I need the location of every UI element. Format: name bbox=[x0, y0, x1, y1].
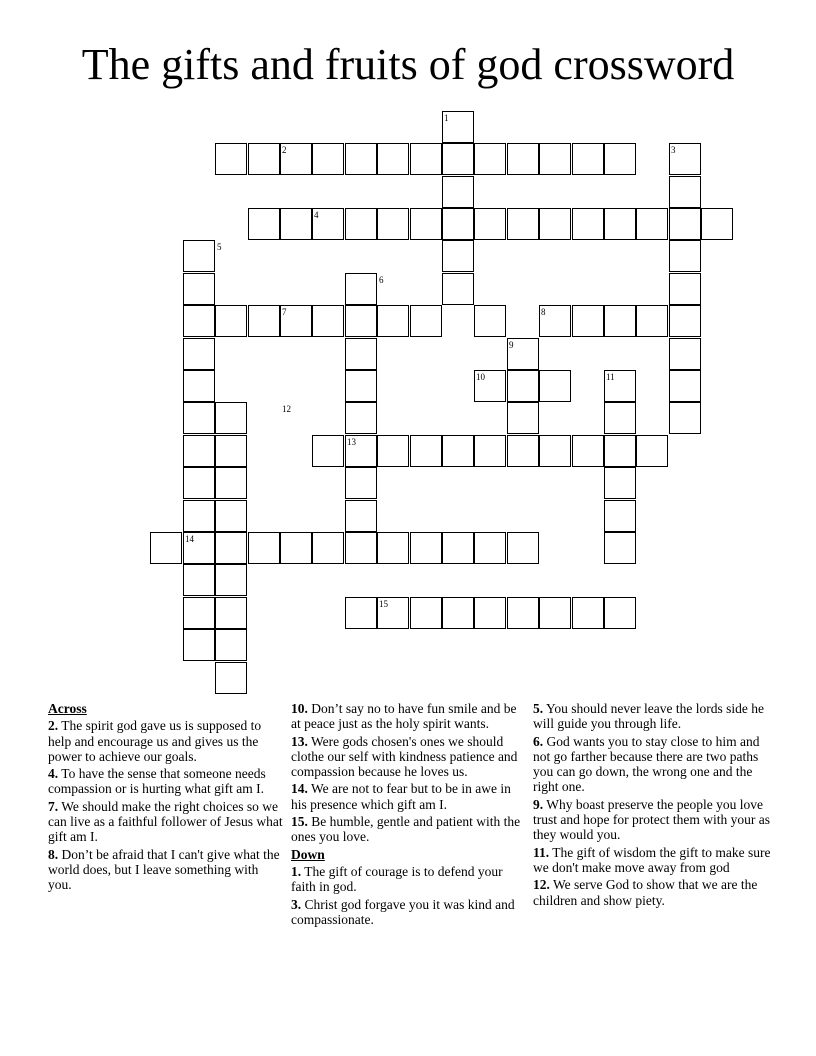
grid-cell[interactable] bbox=[377, 305, 409, 337]
grid-cell[interactable] bbox=[312, 532, 344, 564]
grid-cell[interactable] bbox=[410, 143, 442, 175]
clue-across-14 bbox=[291, 781, 527, 812]
grid-cell[interactable] bbox=[345, 500, 377, 532]
clue-down-6 bbox=[533, 734, 771, 795]
clue-text: To have the sense that someone needs compassion or is hurting what gift am I. bbox=[48, 766, 266, 797]
clue-text: The gift of courage is to defend your faith in god. bbox=[291, 863, 503, 895]
clue-number: 6. bbox=[533, 733, 544, 749]
clue-down-11 bbox=[533, 845, 771, 876]
clue-across-4 bbox=[48, 766, 284, 797]
clue-number: 12. bbox=[533, 877, 550, 893]
grid-cell[interactable] bbox=[377, 532, 409, 564]
grid-cell[interactable] bbox=[377, 435, 409, 467]
grid-cell[interactable] bbox=[669, 338, 701, 370]
grid-cell[interactable] bbox=[183, 338, 215, 370]
grid-cell[interactable] bbox=[345, 208, 377, 240]
grid-cell[interactable] bbox=[539, 208, 571, 240]
clues-column-3 bbox=[533, 701, 771, 908]
grid-cell[interactable] bbox=[345, 532, 377, 564]
grid-cell[interactable] bbox=[539, 597, 571, 629]
grid-cell-number: 8 bbox=[541, 307, 546, 317]
grid-cell[interactable] bbox=[604, 208, 636, 240]
grid-cell[interactable] bbox=[248, 208, 280, 240]
grid-cell[interactable] bbox=[669, 402, 701, 434]
grid-cell[interactable] bbox=[345, 597, 377, 629]
grid-cell[interactable] bbox=[215, 143, 247, 175]
clues-column-2 bbox=[291, 701, 527, 927]
grid-cell[interactable] bbox=[572, 305, 604, 337]
clue-down-12 bbox=[533, 877, 771, 908]
clue-down-3 bbox=[291, 897, 527, 928]
grid-cell[interactable] bbox=[215, 532, 247, 564]
grid-cell-number: 1 bbox=[444, 113, 449, 123]
clue-number: 4. bbox=[48, 766, 59, 782]
clues-column-1 bbox=[48, 701, 284, 893]
clue-number: 3. bbox=[291, 896, 302, 912]
grid-cell[interactable] bbox=[539, 143, 571, 175]
grid-cell[interactable] bbox=[604, 305, 636, 337]
grid-cell[interactable] bbox=[474, 435, 506, 467]
across-heading: Across bbox=[48, 701, 87, 716]
clue-number: 13. bbox=[291, 733, 308, 749]
grid-cell-number: 5 bbox=[217, 242, 222, 252]
grid-cell-number: 4 bbox=[314, 210, 319, 220]
grid-cell[interactable] bbox=[410, 597, 442, 629]
grid-cell[interactable] bbox=[669, 305, 701, 337]
clue-text: The spirit god gave us is supposed to help and encourage us and gives us the power to achieve our goals. bbox=[48, 718, 262, 764]
grid-cell[interactable] bbox=[604, 143, 636, 175]
grid-cell[interactable] bbox=[215, 305, 247, 337]
grid-cell[interactable] bbox=[312, 435, 344, 467]
grid-cell[interactable] bbox=[183, 435, 215, 467]
grid-cell[interactable] bbox=[377, 143, 409, 175]
grid-cell[interactable] bbox=[215, 500, 247, 532]
grid-cell-number: 6 bbox=[379, 275, 384, 285]
grid-cell[interactable] bbox=[604, 467, 636, 499]
grid-cell[interactable] bbox=[345, 370, 377, 402]
clue-down-9 bbox=[533, 797, 771, 843]
grid-cell[interactable] bbox=[410, 532, 442, 564]
grid-cell-number: 15 bbox=[379, 599, 388, 609]
grid-cell[interactable] bbox=[183, 305, 215, 337]
grid-cell-number: 2 bbox=[282, 145, 287, 155]
clue-number: 5. bbox=[533, 701, 544, 716]
grid-cell[interactable] bbox=[572, 143, 604, 175]
grid-cell[interactable] bbox=[474, 597, 506, 629]
grid-cell[interactable] bbox=[474, 532, 506, 564]
clue-across-7 bbox=[48, 799, 284, 845]
grid-cell[interactable] bbox=[539, 370, 571, 402]
grid-cell[interactable] bbox=[280, 208, 312, 240]
grid-cell[interactable] bbox=[442, 143, 474, 175]
grid-cell[interactable] bbox=[183, 500, 215, 532]
clue-across-8 bbox=[48, 847, 284, 893]
grid-cell-number: 11 bbox=[606, 372, 615, 382]
clue-text: God wants you to stay close to him and not go farther because there are two paths you can go down, the wrong one and the right one. bbox=[533, 733, 760, 795]
clue-across-13 bbox=[291, 734, 527, 780]
grid-cell[interactable] bbox=[345, 338, 377, 370]
grid-cell[interactable] bbox=[377, 208, 409, 240]
grid-cell[interactable] bbox=[215, 564, 247, 596]
grid-cell[interactable] bbox=[248, 143, 280, 175]
grid-cell[interactable] bbox=[248, 532, 280, 564]
clue-number: 14. bbox=[291, 781, 308, 797]
grid-cell[interactable] bbox=[150, 532, 182, 564]
grid-cell[interactable] bbox=[215, 629, 247, 661]
clue-text: We serve God to show that we are the children and show piety. bbox=[533, 877, 758, 908]
grid-cell[interactable] bbox=[604, 402, 636, 434]
clue-number: 2. bbox=[48, 718, 59, 734]
grid-cell[interactable] bbox=[215, 597, 247, 629]
grid-cell[interactable] bbox=[183, 597, 215, 629]
grid-cell[interactable] bbox=[701, 208, 733, 240]
grid-cell[interactable] bbox=[636, 305, 668, 337]
grid-cell[interactable] bbox=[410, 435, 442, 467]
grid-cell[interactable] bbox=[572, 208, 604, 240]
grid-cell[interactable] bbox=[183, 370, 215, 402]
grid-cell[interactable] bbox=[507, 143, 539, 175]
grid-cell[interactable] bbox=[442, 240, 474, 272]
grid-cell[interactable] bbox=[183, 467, 215, 499]
grid-cell[interactable] bbox=[215, 467, 247, 499]
grid-cell[interactable] bbox=[539, 435, 571, 467]
clue-number: 15. bbox=[291, 814, 308, 830]
clue-number: 8. bbox=[48, 846, 59, 862]
grid-cell[interactable] bbox=[345, 467, 377, 499]
grid-cell[interactable] bbox=[474, 305, 506, 337]
clue-text: Christ god forgave you it was kind and compassionate. bbox=[291, 896, 515, 927]
grid-cell[interactable] bbox=[669, 208, 701, 240]
grid-cell[interactable] bbox=[345, 305, 377, 337]
grid-cell[interactable] bbox=[669, 240, 701, 272]
grid-cell[interactable] bbox=[507, 402, 539, 434]
grid-cell[interactable] bbox=[280, 532, 312, 564]
grid-cell[interactable] bbox=[183, 402, 215, 434]
clue-down-5 bbox=[533, 701, 771, 732]
grid-cell[interactable] bbox=[604, 500, 636, 532]
grid-cell[interactable] bbox=[312, 143, 344, 175]
grid-cell[interactable] bbox=[507, 208, 539, 240]
clue-text: Were gods chosen's ones we should clothe our self with kindness patience and compassion because he loves us. bbox=[291, 733, 518, 780]
grid-cell[interactable] bbox=[183, 273, 215, 305]
clue-number: 11. bbox=[533, 844, 550, 860]
grid-cell[interactable] bbox=[345, 402, 377, 434]
grid-cell-number: 3 bbox=[671, 145, 676, 155]
clue-text: Why boast preserve the people you love trust and hope for protect them with your as they would you. bbox=[533, 796, 770, 843]
page-title: The gifts and fruits of god crossword bbox=[81, 40, 735, 89]
grid-cell[interactable] bbox=[636, 435, 668, 467]
grid-cell[interactable] bbox=[442, 273, 474, 305]
grid-cell[interactable] bbox=[572, 435, 604, 467]
grid-cell[interactable] bbox=[183, 629, 215, 661]
clue-text: Don’t be afraid that I can't give what the world does, but I leave something with you. bbox=[48, 846, 280, 893]
grid-cell[interactable] bbox=[507, 532, 539, 564]
clue-text: We should make the right choices so we can live as a faithful follower of Jesus what gift am I. bbox=[48, 798, 283, 845]
grid-cell-number: 9 bbox=[509, 340, 514, 350]
clue-text: You should never leave the lords side he will guide you through life. bbox=[533, 701, 764, 732]
clue-text: The gift of wisdom the gift to make sure we don't make move away from god bbox=[533, 844, 771, 875]
grid-cell[interactable] bbox=[215, 662, 247, 694]
grid-cell[interactable] bbox=[410, 305, 442, 337]
grid-cell[interactable] bbox=[410, 208, 442, 240]
clue-text: We are not to fear but to be in awe in his presence which gift am I. bbox=[291, 781, 511, 812]
clue-number: 7. bbox=[48, 798, 59, 814]
grid-cell[interactable] bbox=[442, 208, 474, 240]
grid-cell[interactable] bbox=[474, 208, 506, 240]
grid-cell[interactable] bbox=[474, 143, 506, 175]
grid-cell[interactable] bbox=[507, 435, 539, 467]
grid-cell[interactable] bbox=[183, 240, 215, 272]
clue-across-10 bbox=[291, 701, 527, 732]
grid-cell[interactable] bbox=[442, 597, 474, 629]
grid-cell[interactable] bbox=[669, 273, 701, 305]
grid-cell-number: 13 bbox=[347, 437, 356, 447]
grid-cell[interactable] bbox=[312, 305, 344, 337]
clue-across-15 bbox=[291, 814, 527, 845]
grid-cell[interactable] bbox=[507, 370, 539, 402]
grid-cell-number: 7 bbox=[282, 307, 287, 317]
clue-text: Don’t say no to have fun smile and be at peace just as the holy spirit wants. bbox=[291, 701, 517, 732]
grid-cell[interactable] bbox=[604, 597, 636, 629]
grid-cell[interactable] bbox=[183, 564, 215, 596]
grid-cell[interactable] bbox=[345, 273, 377, 305]
clue-across-2 bbox=[48, 718, 284, 764]
clue-down-1 bbox=[291, 864, 527, 895]
grid-cell[interactable] bbox=[248, 305, 280, 337]
grid-cell-number: 10 bbox=[476, 372, 485, 382]
clue-number: 10. bbox=[291, 701, 308, 716]
grid-cell[interactable] bbox=[636, 208, 668, 240]
grid-cell[interactable] bbox=[507, 597, 539, 629]
grid-cell[interactable] bbox=[572, 597, 604, 629]
grid-cell[interactable] bbox=[215, 435, 247, 467]
grid-cell[interactable] bbox=[669, 370, 701, 402]
down-heading: Down bbox=[291, 846, 325, 862]
grid-cell[interactable] bbox=[604, 532, 636, 564]
grid-cell[interactable] bbox=[669, 176, 701, 208]
grid-cell[interactable] bbox=[215, 402, 247, 434]
grid-cell[interactable] bbox=[442, 532, 474, 564]
clue-text: Be humble, gentle and patient with the ones you love. bbox=[291, 814, 521, 845]
clue-number: 1. bbox=[291, 863, 302, 879]
grid-cell[interactable] bbox=[345, 143, 377, 175]
grid-cell[interactable] bbox=[442, 435, 474, 467]
grid-cell-number: 14 bbox=[185, 534, 194, 544]
grid-cell[interactable] bbox=[442, 176, 474, 208]
clue-number: 9. bbox=[533, 796, 544, 812]
grid-cell[interactable] bbox=[604, 435, 636, 467]
grid-cell-number: 12 bbox=[282, 404, 291, 414]
